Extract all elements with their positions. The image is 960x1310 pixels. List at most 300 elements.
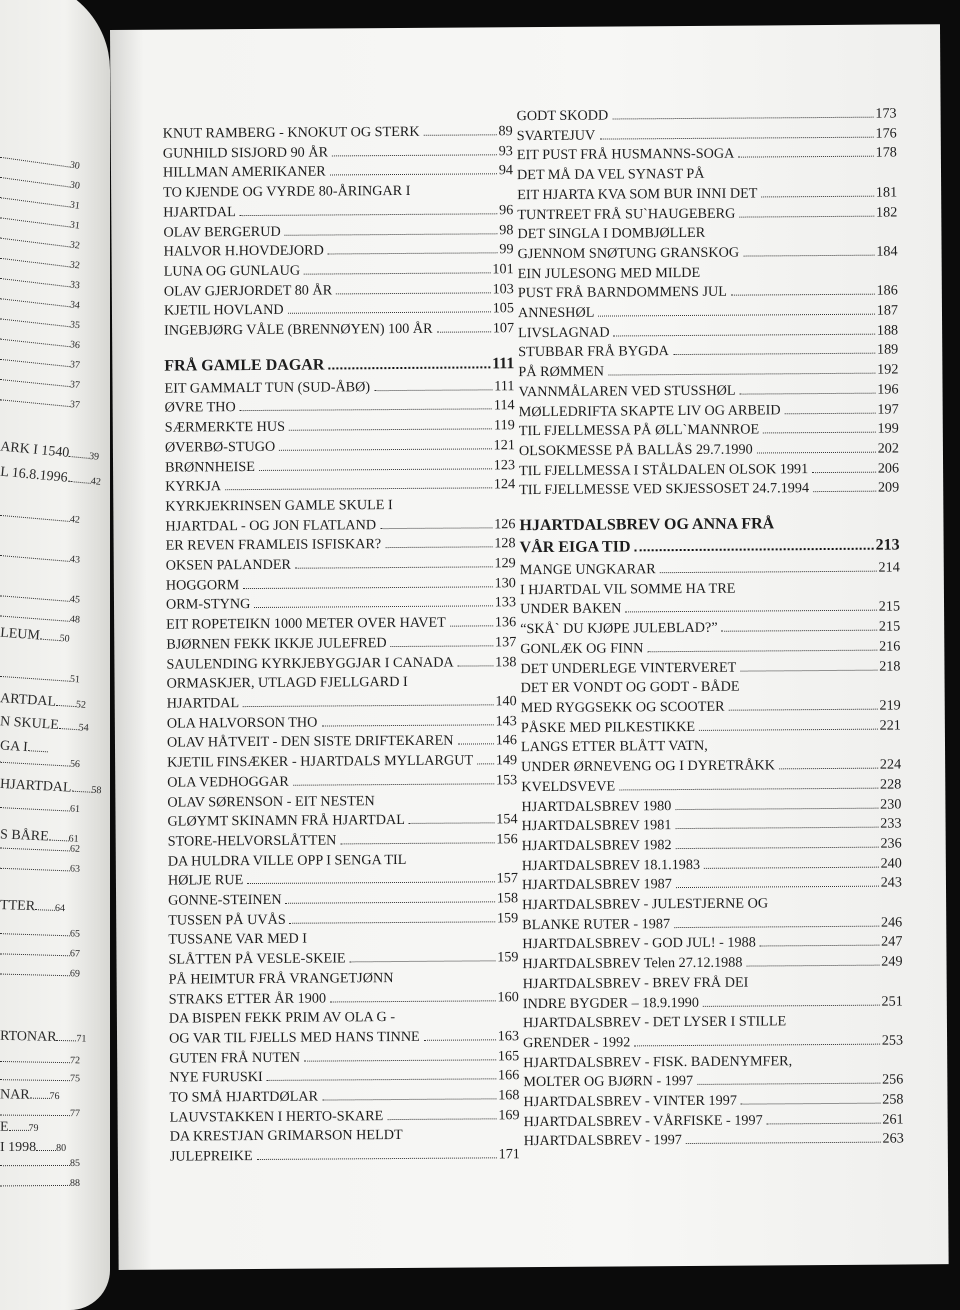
left-page-fragment <box>0 465 110 492</box>
left-page-fragment <box>0 1155 110 1171</box>
toc-entry-title: HJARTDALSBREV - BREV FRÅ DEI <box>523 973 749 994</box>
toc-entry-page: 156 <box>496 830 517 850</box>
left-page-fragment <box>0 858 110 879</box>
leader-dots <box>450 626 493 627</box>
toc-entry-page: 99 <box>499 240 513 260</box>
toc-entry-title: ØVRE THO <box>165 399 236 419</box>
toc-entry <box>164 280 514 302</box>
toc-entry-title: TIL FJELLMESSE VED SKJESSOSET 24.7.1994 <box>519 479 809 501</box>
toc-entry-page: 215 <box>879 618 900 638</box>
toc-list <box>163 122 515 341</box>
toc-entry-title: DET MÅ DA VEL SYNAST PÅ <box>517 165 705 186</box>
toc-entry-page: 215 <box>879 598 900 618</box>
left-page-fragment <box>0 898 110 918</box>
left-fragment-page: 64 <box>55 903 65 914</box>
toc-entry-page: 189 <box>877 341 898 361</box>
toc-entry-title: OLA VEDHOGGAR <box>167 773 289 794</box>
left-fragment-page: 30 <box>69 160 80 172</box>
toc-entry-title: HJARTDAL - OG JON FLATLAND <box>165 516 376 537</box>
left-page-fragment <box>0 1140 110 1156</box>
toc-entry-title: UNDER ØRNEVENG OG I DYRETRÅKK <box>521 756 775 777</box>
toc-entry <box>523 1091 903 1113</box>
toc-entry-title: BRØNNHEISE <box>165 458 255 478</box>
left-page-fragment <box>0 1069 110 1087</box>
toc-entry-page: 124 <box>494 475 515 495</box>
leader-dots <box>625 610 876 613</box>
toc-entry-page: 192 <box>877 361 898 381</box>
section-heading-line1: HJARTDALSBREV OG ANNA FRÅ <box>519 513 899 538</box>
toc-entry <box>163 142 513 164</box>
left-fragment-page: 80 <box>56 1143 66 1154</box>
toc-entry <box>521 716 901 738</box>
toc-entry-title: STORE-HELVORSLÅTTEN <box>168 831 337 852</box>
leader-dots <box>709 177 896 178</box>
leader-dots <box>704 866 879 868</box>
leader-dots <box>71 783 91 793</box>
leader-dots <box>709 236 895 237</box>
section-heading <box>520 535 900 560</box>
left-fragment-text: I 1998 <box>0 1140 36 1155</box>
leader-dots <box>763 432 875 434</box>
leader-dots <box>71 473 92 484</box>
toc-entry <box>522 854 902 876</box>
left-fragment-page: 72 <box>70 1055 80 1066</box>
toc-entry <box>167 810 517 832</box>
toc-entry-title: DA BISPEN FEKK PRIM AV OLA G - <box>169 1008 395 1029</box>
toc-entry <box>522 894 902 916</box>
toc-entry <box>169 1086 519 1108</box>
section-title: VÅR EIGA TID <box>520 536 631 559</box>
left-fragment-page: 77 <box>70 1108 80 1119</box>
toc-entry-page: 181 <box>876 183 897 203</box>
toc-entry <box>167 672 517 694</box>
leader-dots <box>0 668 70 682</box>
left-fragment-text: S BÅRE <box>0 827 49 844</box>
toc-entry-title: SÆRMERKTE HUS <box>165 418 285 439</box>
toc-entry-title: HJARTDALSBREV 1981 <box>522 816 672 837</box>
toc-entry <box>517 223 897 245</box>
toc-entry-page: 165 <box>498 1047 519 1067</box>
toc-entry <box>518 361 898 383</box>
toc-entry <box>523 1012 903 1034</box>
leader-dots <box>761 195 873 197</box>
toc-entry <box>163 201 513 223</box>
leader-dots <box>686 1142 881 1144</box>
toc-entry <box>523 972 903 994</box>
toc-entry-title: LANGS ETTER BLÅTT VATN, <box>521 737 708 758</box>
toc-entry-page: 182 <box>876 203 897 223</box>
leader-dots <box>740 393 876 395</box>
toc-entry-title: OLSOKMESSE PÅ BALLÅS 29.7.1990 <box>519 440 753 461</box>
leader-dots <box>0 925 70 936</box>
toc-entry-title: OLA HALVORSON THO <box>167 713 318 734</box>
toc-entry-title: HJARTDALSBREV - 1997 <box>524 1131 682 1152</box>
toc-entry-title: HJARTDALSBREV - GOD JUL! - 1988 <box>522 934 756 955</box>
leader-dots <box>225 488 492 491</box>
leader-dots <box>69 448 90 459</box>
toc-entry <box>170 1145 520 1167</box>
leader-dots <box>458 665 493 666</box>
left-fragment-text: HJARTDAL <box>0 777 72 796</box>
toc-list <box>520 559 904 1153</box>
toc-entry-title: HILLMAN AMERIKANER <box>163 163 326 184</box>
leader-dots <box>254 606 492 609</box>
section-title: FRÅ GAMLE DAGAR <box>164 354 324 377</box>
toc-entry <box>522 953 902 975</box>
toc-entry-title: OG VAR TIL FJELLS MED HANS TINNE <box>169 1028 420 1049</box>
left-fragment-text: TTER <box>0 898 35 914</box>
leader-dots <box>407 1139 518 1140</box>
toc-entry-title: GJENNOM SNØTUNG GRANSKOG <box>518 244 740 265</box>
toc-entry <box>168 948 518 970</box>
leader-dots <box>614 333 875 336</box>
toc-entry <box>168 889 518 911</box>
toc-entry <box>517 105 897 127</box>
toc-entry-page: 249 <box>881 953 902 973</box>
toc-entry <box>524 1110 904 1132</box>
toc-entry <box>169 988 519 1010</box>
leader-dots <box>247 882 494 885</box>
leader-dots <box>772 907 900 908</box>
left-fragment-page: 31 <box>69 219 80 231</box>
left-fragment-page: 61 <box>68 833 78 844</box>
toc-entry-title: HJARTDALSBREV - DET LYSER I STILLE <box>523 1013 786 1035</box>
toc-entry <box>168 869 518 891</box>
toc-entry <box>517 203 897 225</box>
toc-entry <box>519 420 899 442</box>
toc-entry-page: 173 <box>875 105 896 125</box>
toc-entry-title: KJETIL HOVLAND <box>164 301 284 322</box>
left-fragment-page: 65 <box>70 928 80 939</box>
toc-entry <box>521 775 901 797</box>
toc-entry-title: HJARTDALSBREV - FISK. BADENYMFER, <box>523 1052 792 1074</box>
toc-entry <box>167 692 517 714</box>
leader-dots <box>0 391 71 407</box>
toc-entry-page: 221 <box>880 716 901 736</box>
leader-dots <box>675 827 878 829</box>
toc-entry <box>165 456 515 478</box>
leader-dots <box>703 1004 880 1006</box>
toc-entry-title: HJARTDALSBREV 1980 <box>521 797 671 818</box>
toc-entry-title: HJARTDALSBREV 18.1.1983 <box>522 856 700 877</box>
left-page-fragment <box>0 964 110 983</box>
toc-entry-title: HJARTDALSBREV - JULESTJERNE OG <box>522 894 768 915</box>
left-page-fragment <box>0 439 110 466</box>
toc-entry <box>164 260 514 282</box>
left-fragment-page: 32 <box>69 259 80 271</box>
leader-dots <box>746 965 879 967</box>
toc-entry <box>164 300 514 322</box>
toc-entry <box>521 756 901 778</box>
toc-entry-title: BJØRNEN FEKK IKKJE JULEFRED <box>166 634 386 655</box>
toc-entry <box>521 677 901 699</box>
toc-entry <box>523 1051 903 1073</box>
left-page-fragment <box>0 838 110 859</box>
toc-entry <box>165 495 515 517</box>
toc-entry-page: 228 <box>880 775 901 795</box>
leader-dots <box>812 471 876 472</box>
toc-entry <box>170 1106 520 1128</box>
toc-entry-title: EIT ROPETEIKN 1000 METER OVER HAVET <box>166 614 446 636</box>
leader-dots <box>36 1142 56 1151</box>
toc-entry <box>518 341 898 363</box>
leader-dots <box>0 966 70 977</box>
toc-entry <box>166 613 516 635</box>
toc-entry-page: 121 <box>494 436 515 456</box>
left-page-fragment <box>0 777 110 799</box>
left-page-fragment <box>0 545 110 571</box>
toc-entry-title: SAULENDING KYRKJEBYGGJAR I CANADA <box>166 653 453 675</box>
toc-entry-page: 243 <box>881 874 902 894</box>
toc-entry <box>168 850 518 872</box>
toc-entry-title: INGEBJØRG VÅLE (BRENNØYEN) 100 ÅR <box>164 320 433 342</box>
toc-entry-title: HJARTDALSBREV 1982 <box>522 836 672 857</box>
toc-entry-title: DET SINGLA I DOMBJØLLER <box>517 224 705 245</box>
toc-entry-page: 233 <box>880 815 901 835</box>
toc-entry <box>167 712 517 734</box>
leader-dots <box>0 840 70 852</box>
leader-dots <box>35 901 55 911</box>
toc-entry-title: HALVOR H.HOVDEJORD <box>163 242 323 263</box>
left-page-fragment <box>0 1051 110 1069</box>
leader-dots <box>739 591 897 592</box>
toc-entry <box>518 242 898 264</box>
toc-entry <box>519 439 899 461</box>
leader-dots <box>796 1064 901 1065</box>
leader-dots <box>0 189 71 207</box>
toc-entry-page: 103 <box>492 280 513 300</box>
toc-entry-title: HJARTDALSBREV - VINTER 1997 <box>523 1092 737 1113</box>
toc-entry-page: 114 <box>494 397 515 417</box>
toc-entry-page: 230 <box>880 795 901 815</box>
left-fragment-page: 39 <box>89 451 100 463</box>
toc-entry-page: 256 <box>882 1071 903 1091</box>
leader-dots <box>0 371 71 387</box>
toc-entry-title: ORM-STYNG <box>166 596 250 616</box>
leader-dots <box>0 1177 70 1186</box>
leader-dots <box>634 548 873 552</box>
toc-entry <box>520 618 900 640</box>
toc-entry-title: MOLTER OG BJØRN - 1997 <box>523 1072 693 1093</box>
leader-dots <box>288 312 491 314</box>
left-fragment-page: 42 <box>69 514 80 526</box>
leader-dots <box>0 587 70 602</box>
toc-entry-title: MANGE UNGKARAR <box>520 560 656 581</box>
toc-entry-page: 206 <box>878 459 899 479</box>
section-page: 213 <box>876 535 900 557</box>
toc-entry <box>517 164 897 186</box>
leader-dots <box>697 1083 880 1085</box>
left-page-fragment <box>0 626 110 651</box>
left-fragment-text: NAR <box>0 1087 30 1102</box>
leader-dots <box>0 860 70 872</box>
toc-entry-page: 168 <box>498 1086 519 1106</box>
toc-entry <box>167 791 517 813</box>
toc-entry-title: KYRKJA <box>165 477 221 497</box>
leader-dots <box>779 768 878 770</box>
toc-entry <box>518 380 898 402</box>
leader-dots <box>9 1122 29 1131</box>
toc-entry-title: OLAV BERGERUD <box>163 222 280 243</box>
leader-dots <box>311 942 516 943</box>
left-fragment-text: RTONAR <box>0 1029 57 1045</box>
left-fragment-page: 37 <box>69 379 80 391</box>
leader-dots <box>729 709 878 711</box>
toc-entry-title: PUST FRÅ BARNDOMMENS JUL <box>518 283 727 304</box>
toc-entry-page: 105 <box>493 300 514 320</box>
toc-entry-title: KJETIL FINSÆKER - HJARTDALS MYLLARGUT <box>167 752 473 774</box>
toc-entry-title: DA KRESTJAN GRIMARSON HELDT <box>170 1126 403 1147</box>
toc-entry <box>517 144 897 166</box>
left-fragment-page: 32 <box>69 239 80 251</box>
toc-entry <box>521 696 901 718</box>
toc-entry-page: 93 <box>499 142 513 162</box>
leader-dots <box>293 783 494 785</box>
leader-dots <box>0 607 70 621</box>
leader-dots <box>56 697 77 707</box>
leader-dots <box>424 134 497 136</box>
toc-column-left <box>163 122 520 1167</box>
toc-entry-page: 236 <box>880 834 901 854</box>
toc-entry-page: 123 <box>494 456 515 476</box>
left-fragment-page: 50 <box>59 633 70 645</box>
toc-entry <box>521 736 901 758</box>
leader-dots <box>757 452 876 454</box>
leader-dots <box>612 117 873 120</box>
toc-entry-page: 160 <box>497 988 518 1008</box>
left-fragment-page: 85 <box>70 1158 80 1169</box>
toc-entry-page: 240 <box>880 854 901 874</box>
toc-entry-title: OLAV SØRENSON - EIT NESTEN <box>167 792 374 813</box>
toc-entry-page: 246 <box>881 913 902 933</box>
leader-dots <box>243 586 492 589</box>
toc-entry-page: 187 <box>877 302 898 322</box>
leader-dots <box>257 1157 497 1160</box>
leader-dots <box>350 960 496 962</box>
left-fragment-page: 33 <box>69 279 80 291</box>
leader-dots <box>290 921 495 923</box>
toc-entry-title: GONNE-STEINEN <box>168 891 282 911</box>
leader-dots <box>304 1059 496 1061</box>
toc-entry-page: 98 <box>499 221 513 241</box>
toc-entry-page: 216 <box>879 637 900 657</box>
toc-entry <box>518 262 898 284</box>
toc-list <box>517 105 900 502</box>
toc-entry-title: TIL FJELLMESSA PÅ ØLL`MANNROE <box>519 421 759 442</box>
toc-entry-title: DET ER VONDT OG GODT - BÅDE <box>521 678 740 699</box>
toc-entry-title: HJARTDAL <box>163 203 236 223</box>
toc-entry-page: 138 <box>495 653 516 673</box>
left-fragment-text: L 16.8.1996. <box>0 465 72 486</box>
left-fragment-page: 35 <box>69 319 80 331</box>
leader-dots <box>328 253 498 255</box>
leader-dots <box>415 194 512 195</box>
leader-dots <box>660 571 877 574</box>
left-page-fragment <box>0 1120 110 1136</box>
toc-entry-title: KVELDSVEVE <box>521 777 615 797</box>
toc-entry-page: 253 <box>882 1031 903 1051</box>
toc-entry-title: STRAKS ETTER ÅR 1900 <box>169 989 326 1010</box>
toc-entry <box>519 400 899 422</box>
toc-entry-page: 171 <box>499 1145 520 1165</box>
leader-dots <box>332 154 497 156</box>
toc-entry <box>165 475 515 497</box>
toc-entry <box>167 732 517 754</box>
left-fragment-page: 34 <box>69 299 80 311</box>
toc-entry <box>163 162 513 184</box>
toc-entry-page: 126 <box>494 515 515 535</box>
toc-entry-page: 137 <box>495 633 516 653</box>
leader-dots <box>599 136 873 139</box>
leader-dots <box>0 149 71 168</box>
left-page-fragment <box>0 797 110 819</box>
toc-entry <box>518 302 898 324</box>
toc-entry-page: 166 <box>498 1067 519 1087</box>
toc-entry <box>164 319 514 341</box>
left-fragment-page: 63 <box>70 863 80 874</box>
toc-entry-title: HJARTDALSBREV - VÅRFISKE - 1997 <box>524 1111 763 1132</box>
toc-entry <box>519 459 899 481</box>
toc-entry <box>520 578 900 600</box>
leader-dots <box>240 213 497 216</box>
leader-dots <box>477 763 494 764</box>
toc-entry-title: LIVSLAGNAD <box>518 323 610 343</box>
toc-entry-page: 218 <box>879 657 900 677</box>
leader-dots <box>259 468 492 471</box>
leader-dots <box>0 270 71 287</box>
leader-dots <box>328 366 490 369</box>
left-fragment-page: 67 <box>70 948 80 959</box>
toc-entry-title: TUNTREET FRÅ SU`HAUGEBERG <box>517 204 735 225</box>
toc-entry <box>523 1071 903 1093</box>
leader-dots <box>0 290 71 307</box>
toc-entry-title: GUTEN FRÅ NUTEN <box>169 1048 300 1069</box>
leader-dots <box>321 724 493 726</box>
toc-entry-page: 261 <box>882 1110 903 1130</box>
left-fragment-text: LEUM <box>0 626 40 644</box>
toc-entry-title: SLÅTTEN PÅ VESLE-SKEIE <box>168 950 345 971</box>
leader-dots <box>675 807 878 809</box>
leader-dots <box>243 704 493 707</box>
leader-dots <box>40 631 61 641</box>
toc-entry <box>169 1007 519 1029</box>
leader-dots <box>457 744 493 745</box>
leader-dots <box>240 409 492 412</box>
toc-entry-title: GRENDER - 1992 <box>523 1033 630 1053</box>
leader-dots <box>676 847 879 849</box>
toc-entry-title: HOGGORM <box>166 576 239 596</box>
toc-entry-title: STUBBAR FRÅ BYGDA <box>518 343 669 364</box>
left-page-fragment <box>0 1175 110 1192</box>
toc-entry-page: 247 <box>881 933 902 953</box>
leader-dots <box>704 275 896 276</box>
leader-dots <box>295 566 493 568</box>
left-page-fragment <box>0 666 110 690</box>
leader-dots <box>285 233 497 235</box>
toc-entry-page: 178 <box>876 144 897 164</box>
toc-entry-title: “SKÅ` DU KJØPE JULEBLAD?” <box>520 619 718 640</box>
left-fragment-page: 58 <box>91 785 102 797</box>
leader-dots <box>0 1071 70 1081</box>
toc-entry-page: 94 <box>499 162 513 182</box>
toc-entry <box>165 416 515 438</box>
leader-dots <box>330 1000 495 1002</box>
leader-dots <box>813 491 876 492</box>
toc-entry-page: 197 <box>877 400 898 420</box>
toc-entry-page: 214 <box>878 559 899 579</box>
toc-entry <box>165 397 515 419</box>
leader-dots <box>267 1079 496 1082</box>
